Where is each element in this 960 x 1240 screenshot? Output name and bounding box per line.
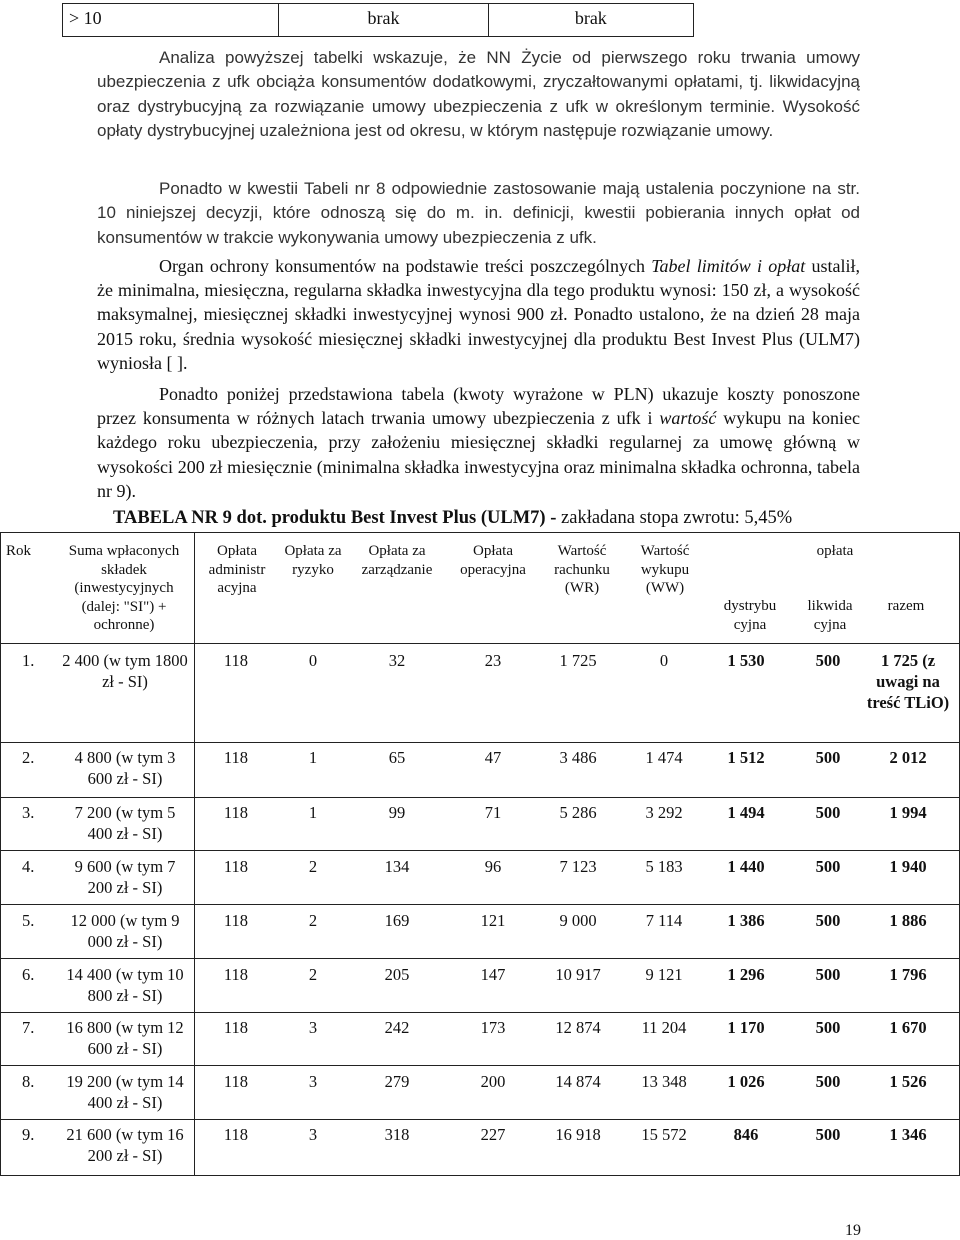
- cell-zarz: 318: [384, 1125, 410, 1144]
- cell-admin: 118: [223, 1125, 249, 1144]
- cell-oper: 200: [480, 1072, 506, 1091]
- top-table-row: [62, 3, 694, 37]
- cell-razem: 1 940: [889, 857, 927, 876]
- cell-dyst: 1 170: [727, 1018, 765, 1037]
- header-likwidacyjna: likwida cyjna: [807, 598, 853, 633]
- table-title: [113, 508, 792, 529]
- cell-dyst: 1 296: [727, 965, 765, 984]
- cell-rok: 9.: [22, 1125, 35, 1144]
- cell-likw: 500: [815, 748, 841, 767]
- cell-ww: 9 121: [645, 965, 683, 984]
- header-ww: Wartość wykupu (WW): [640, 543, 690, 596]
- cell-admin: 118: [223, 911, 249, 930]
- cell-ryzyko: 3: [308, 1018, 318, 1037]
- cell-suma: 21 600 (w tym 16 200 zł - SI): [66, 1125, 184, 1165]
- cell-ww: 3 292: [645, 803, 683, 822]
- cell-oper: 227: [480, 1125, 506, 1144]
- cell-admin: 118: [223, 748, 249, 767]
- cell-rok: 5.: [22, 911, 35, 930]
- cell-ryzyko: 1: [308, 748, 318, 767]
- cell-oper: 173: [480, 1018, 506, 1037]
- cell-razem: 1 796: [889, 965, 927, 984]
- cell-rok: 6.: [22, 965, 35, 984]
- cell-dyst: 1 494: [727, 803, 765, 822]
- cell-likw: 500: [815, 857, 841, 876]
- header-dystrybucyjna: dystrybu cyjna: [723, 598, 777, 633]
- cell-wr: 14 874: [555, 1072, 601, 1091]
- cell-ww: 1 474: [645, 748, 683, 767]
- header-operacyjna: Opłata operacyjna: [460, 543, 526, 578]
- paragraph-organ: [97, 254, 860, 375]
- cell-dyst: 1 512: [727, 748, 765, 767]
- top-cell-period: > 10: [63, 4, 279, 36]
- cell-razem: 2 012: [889, 748, 927, 767]
- cell-zarz: 205: [384, 965, 410, 984]
- cell-likw: 500: [815, 651, 841, 670]
- cell-suma: 12 000 (w tym 9 000 zł - SI): [70, 911, 180, 951]
- cell-zarz: 242: [384, 1018, 410, 1037]
- p4-text-a: Ponadto poniżej przedstawiona tabela (kwoty wyrażone w PLN) ukazuje koszty ponoszone przez konsumenta w różnych latach trwania umowy ubezpieczenia z ufk i: [97, 384, 860, 429]
- cell-likw: 500: [815, 1018, 841, 1037]
- cell-zarz: 134: [384, 857, 410, 876]
- cell-ryzyko: 2: [308, 857, 318, 876]
- cell-zarz: 169: [384, 911, 410, 930]
- cell-wr: 3 486: [559, 748, 597, 767]
- cell-ww: 13 348: [641, 1072, 687, 1091]
- table-title-bold: TABELA NR 9 dot. produktu Best Invest Plus (ULM7) -: [113, 508, 557, 528]
- cell-admin: 118: [223, 1072, 249, 1091]
- header-oplata: opłata: [816, 543, 854, 559]
- cell-ww: 15 572: [641, 1125, 687, 1144]
- cell-wr: 9 000: [559, 911, 597, 930]
- cell-razem: 1 346: [889, 1125, 927, 1144]
- cell-ryzyko: 3: [308, 1072, 318, 1091]
- cell-likw: 500: [815, 1072, 841, 1091]
- header-wr: Wartość rachunku (WR): [554, 543, 610, 596]
- cell-suma: 9 600 (w tym 7 200 zł - SI): [74, 857, 176, 897]
- paragraph-table9-intro: [97, 382, 860, 503]
- cell-ryzyko: 0: [308, 651, 318, 670]
- cell-ryzyko: 3: [308, 1125, 318, 1144]
- cell-oper: 47: [484, 748, 502, 767]
- cell-ryzyko: 2: [308, 911, 318, 930]
- cell-razem: 1 994: [889, 803, 927, 822]
- cell-likw: 500: [815, 965, 841, 984]
- cell-likw: 500: [815, 1125, 841, 1144]
- cell-rok: 3.: [22, 803, 35, 822]
- top-cell-value-2: brak: [574, 8, 607, 28]
- cell-ww: 0: [659, 651, 669, 670]
- cell-oper: 71: [484, 803, 502, 822]
- header-rok: Rok: [6, 543, 32, 559]
- paragraph-analysis: Analiza powyższej tabelki wskazuje, że NN Życie od pierwszego roku trwania umowy ubezpieczenia z ufk obciąża konsumentów dodatkowymi, zryczałtowanymi opłatami, tj. likwidacyjną oraz dystrybucyjną za rozwiązanie umowy ubezpieczenia z ufk w określonym terminie. Wysokość opłaty dystrybucyjnej uzależniona jest od okresu, w którym następuje rozwiązanie umowy.: [97, 48, 860, 141]
- cell-razem: 1 886: [889, 911, 927, 930]
- p3-text-italic: Tabel limitów i opłat: [651, 256, 806, 276]
- page-number: 19: [845, 1222, 861, 1239]
- cell-razem: 1 526: [889, 1072, 927, 1091]
- cell-oper: 121: [480, 911, 506, 930]
- cell-wr: 1 725: [559, 651, 597, 670]
- header-ryzyko: Opłata za ryzyko: [284, 543, 342, 578]
- cell-rok: 7.: [22, 1018, 35, 1037]
- cell-dyst: 1 026: [727, 1072, 765, 1091]
- cell-dyst: 846: [733, 1125, 759, 1144]
- cell-rok: 4.: [22, 857, 35, 876]
- cell-likw: 500: [815, 803, 841, 822]
- cell-ryzyko: 2: [308, 965, 318, 984]
- top-cell-value-1: brak: [279, 4, 488, 36]
- cell-wr: 10 917: [555, 965, 601, 984]
- cell-zarz: 65: [388, 748, 406, 767]
- header-admin: Opłata administr acyjna: [208, 543, 266, 596]
- cell-suma: 2 400 (w tym 1800 zł - SI): [62, 651, 188, 691]
- cell-wr: 12 874: [555, 1018, 601, 1037]
- cell-admin: 118: [223, 651, 249, 670]
- cell-dyst: 1 386: [727, 911, 765, 930]
- cell-admin: 118: [223, 1018, 249, 1037]
- cell-ww: 7 114: [645, 911, 683, 930]
- header-zarzadzanie: Opłata za zarządzanie: [361, 543, 433, 578]
- p4-text-c: wykupu na koniec każdego roku ubezpieczenia, przy założeniu miesięcznej składki regularnej za umowę główną w wysokości 200 zł miesięcznie (minimalna składka inwestycyjna oraz minimalna składka ochronna, tabela nr 9).: [97, 408, 860, 501]
- p4-text-italic: wartość: [659, 408, 717, 429]
- header-suma: Suma wpłaconych składek (inwestycyjnych (dalej: "SI") + ochronne): [68, 543, 180, 633]
- p3-text-a: Organ ochrony konsumentów na podstawie treści poszczególnych: [159, 256, 652, 276]
- cell-admin: 118: [223, 857, 249, 876]
- cell-suma: 14 400 (w tym 10 800 zł - SI): [66, 965, 184, 1005]
- cell-admin: 118: [223, 803, 249, 822]
- cell-zarz: 99: [388, 803, 406, 822]
- cell-ryzyko: 1: [308, 803, 318, 822]
- cell-oper: 147: [480, 965, 506, 984]
- cell-suma: 19 200 (w tym 14 400 zł - SI): [66, 1072, 184, 1112]
- cell-oper: 96: [484, 857, 502, 876]
- table-9: [0, 532, 960, 1176]
- header-razem: razem: [887, 598, 925, 614]
- cell-rok: 8.: [22, 1072, 35, 1091]
- cell-dyst: 1 440: [727, 857, 765, 876]
- cell-rok: 2.: [22, 748, 35, 767]
- table-title-rest: zakładana stopa zwrotu: 5,45%: [556, 508, 793, 528]
- cell-ww: 5 183: [645, 857, 683, 876]
- p3-text-c: ustalił, że minimalna, miesięczna, regularna składka inwestycyjna dla tego produktu wynosi: 150 zł, a wysokość maksymalnej, miesięcznej składki inwestycyjnej wynosi 900 zł. Ponadto ustalono, że na dzień 28 maja 2015 roku, średnia wysokość miesięcznej składki inwestycyjnej dla produktu Best Invest Plus (ULM7) wyniosła [ ].: [97, 256, 860, 373]
- cell-dyst: 1 530: [727, 651, 765, 670]
- cell-admin: 118: [223, 965, 249, 984]
- cell-razem: 1 725 (z uwagi na treść TLiO): [866, 651, 950, 712]
- cell-wr: 16 918: [555, 1125, 601, 1144]
- cell-suma: 4 800 (w tym 3 600 zł - SI): [74, 748, 176, 788]
- cell-wr: 5 286: [559, 803, 597, 822]
- cell-suma: 7 200 (w tym 5 400 zł - SI): [74, 803, 176, 843]
- cell-likw: 500: [815, 911, 841, 930]
- cell-zarz: 32: [388, 651, 406, 670]
- cell-zarz: 279: [384, 1072, 410, 1091]
- cell-ww: 11 204: [641, 1018, 687, 1037]
- cell-razem: 1 670: [889, 1018, 927, 1037]
- cell-suma: 16 800 (w tym 12 600 zł - SI): [66, 1018, 184, 1058]
- cell-oper: 23: [484, 651, 502, 670]
- paragraph-table8: Ponadto w kwestii Tabeli nr 8 odpowiednie zastosowanie mają ustalenia poczynione na str. 10 niniejszej decyzji, które odnoszą się do m. in. definicji, kwestii pobierania innych opłat od konsumentów w trakcie wykonywania umowy ubezpieczenia z ufk.: [97, 179, 860, 247]
- cell-rok: 1.: [22, 651, 35, 670]
- cell-wr: 7 123: [559, 857, 597, 876]
